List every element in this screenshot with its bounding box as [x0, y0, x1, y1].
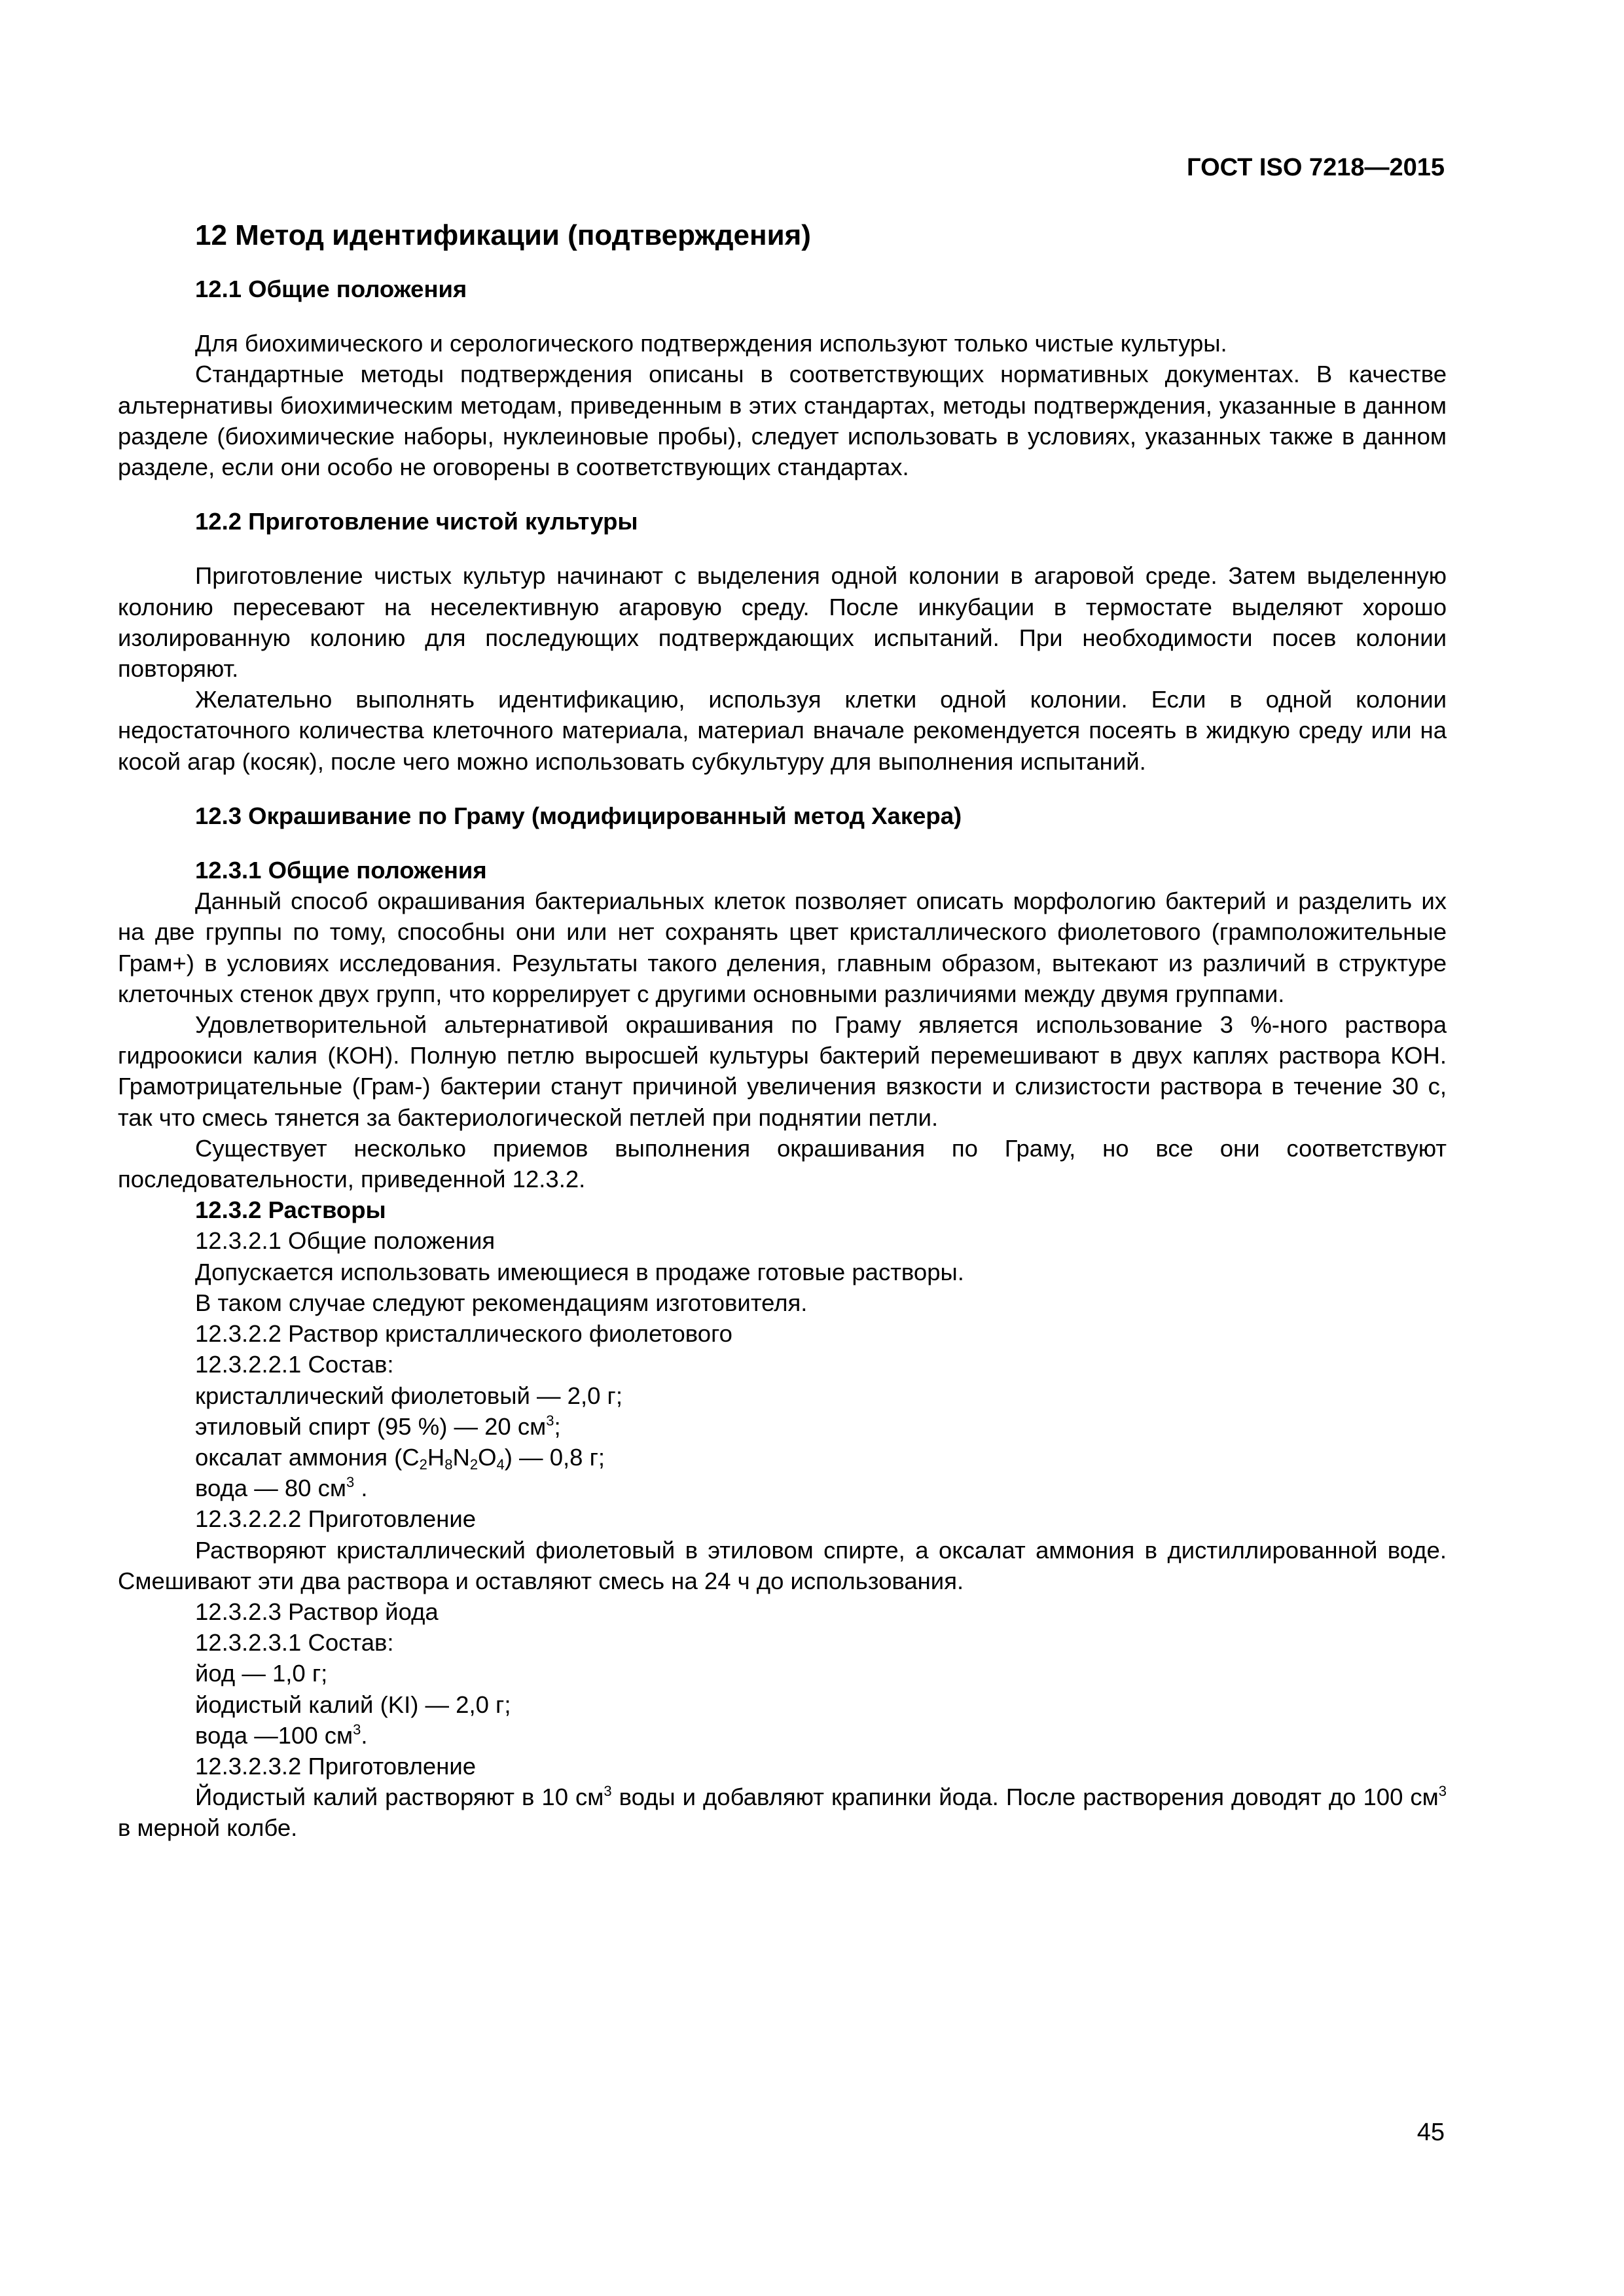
composition-item: йодистый калий (KI) — 2,0 г; [195, 1691, 511, 1718]
document-code: ГОСТ ISO 7218—2015 [1187, 154, 1445, 181]
clause-title: 12.3.2.2.2 Приготовление [195, 1505, 477, 1533]
composition-item: йод — 1,0 г; [195, 1660, 328, 1687]
clause-title: 12.3.2.3 Раствор йода [195, 1598, 439, 1625]
paragraph: Приготовление чистых культур начинают с выделения одной колонии в агаровой среде. Затем выделенную колонию пересевают на неселективную агаровую среду. После инкубации в термостате выделяют хорошо изолированную колонию для последующих подтверждающих испытаний. При необходимости посев колонии повторяют. [118, 562, 1447, 683]
composition-item: оксалат аммония $(С_2Н_8N_2O_4)$ — 0,8 г; [195, 1443, 605, 1473]
subsection-12-1-heading: 12.1 Общие положения [195, 276, 467, 302]
subsection-12-3-heading: 12.3 Окрашивание по Граму (модифицированный метод Хакера) [195, 802, 962, 829]
document-body [118, 209, 1447, 1844]
paragraph: Йодистый калий растворяют в 10 $см^3$ воды и добавляют крапинки йода. После растворения доводят до 100 $см^3$ в мерной колбе. [118, 1783, 1447, 1842]
paragraph: Стандартные методы подтверждения описаны в соответствующих нормативных документах. В качестве альтернативы биохимическим методам, приведенным в этих стандартах, методы подтверждения, указанные в данном разделе (биохимические наборы, нуклеиновые пробы), следует использовать в условиях, указанных также в данном разделе, если они особо не оговорены в соответствующих стандартах. [118, 361, 1447, 481]
text-line: В таком случае следуют рекомендациям изготовителя. [195, 1289, 808, 1316]
clause-title: 12.3.2.2 Раствор кристаллического фиолетового [195, 1320, 732, 1348]
composition-item: этиловый спирт (95 %) — 20 $см^3$; [195, 1412, 561, 1440]
page-number: 45 [1416, 2119, 1445, 2146]
paragraph: Для биохимического и серологического подтверждения используют только чистые культуры. [195, 330, 1227, 357]
subsection-12-3-1-heading: 12.3.1 Общие положения [195, 857, 487, 884]
composition-item: вода —100 $см^3$. [195, 1721, 368, 1749]
paragraph: Растворяют кристаллический фиолетовый в этиловом спирте, а оксалат аммония в дистиллированной воде. Смешивают эти два раствора и оставляют смесь на 24 ч до использования. [118, 1536, 1447, 1594]
subsection-12-3-2-heading: 12.3.2 Растворы [195, 1196, 386, 1224]
text-line: Допускается использовать имеющиеся в продаже готовые растворы. [195, 1258, 964, 1285]
clause-title: 12.3.2.2.1 Состав: [195, 1351, 394, 1378]
subsection-12-2-heading: 12.2 Приготовление чистой культуры [195, 508, 638, 535]
composition-item: кристаллический фиолетовый — 2,0 г; [195, 1382, 623, 1409]
paragraph: Удовлетворительной альтернативой окрашивания по Граму является использование 3 %-ного раствора гидроокиси калия (КОН). Полную петлю выросшей культуры бактерий перемешивают в двух каплях раствора КОН. Грамотрицательные (Грам-) бактерии станут причиной увеличения вязкости и слизистости раствора в течение 30 с, так что смесь тянется за бактериологической петлей при поднятии петли. [118, 1011, 1447, 1131]
clause-title: 12.3.2.1 Общие положения [195, 1227, 496, 1255]
clause-title: 12.3.2.3.2 Приготовление [195, 1752, 477, 1780]
paragraph: Существует несколько приемов выполнения окрашивания по Граму, но все они соответствуют последовательности, приведенной 12.3.2. [118, 1134, 1447, 1193]
paragraph: Желательно выполнять идентификацию, используя клетки одной колонии. Если в одной колонии недостаточного количества клеточного материала, материал вначале рекомендуется посеять в жидкую среду или на косой агар (косяк), после чего можно использовать субкультуру для выполнения испытаний. [118, 686, 1447, 775]
section-title: 12 Метод идентификации (подтверждения) [195, 219, 811, 251]
clause-title: 12.3.2.3.1 Состав: [195, 1629, 394, 1657]
paragraph: Данный способ окрашивания бактериальных клеток позволяет описать морфологию бактерий и разделить их на две группы по тому, способны они или нет сохранять цвет кристаллического фиолетового (грамположительные Грам+) в условиях исследования. Результаты такого деления, главным образом, вытекают из различий в структуре клеточных стенок двух групп, что коррелирует с другими основными различиями между двумя группами. [118, 888, 1447, 1007]
composition-item: вода — 80 $см^3$ . [195, 1474, 368, 1502]
